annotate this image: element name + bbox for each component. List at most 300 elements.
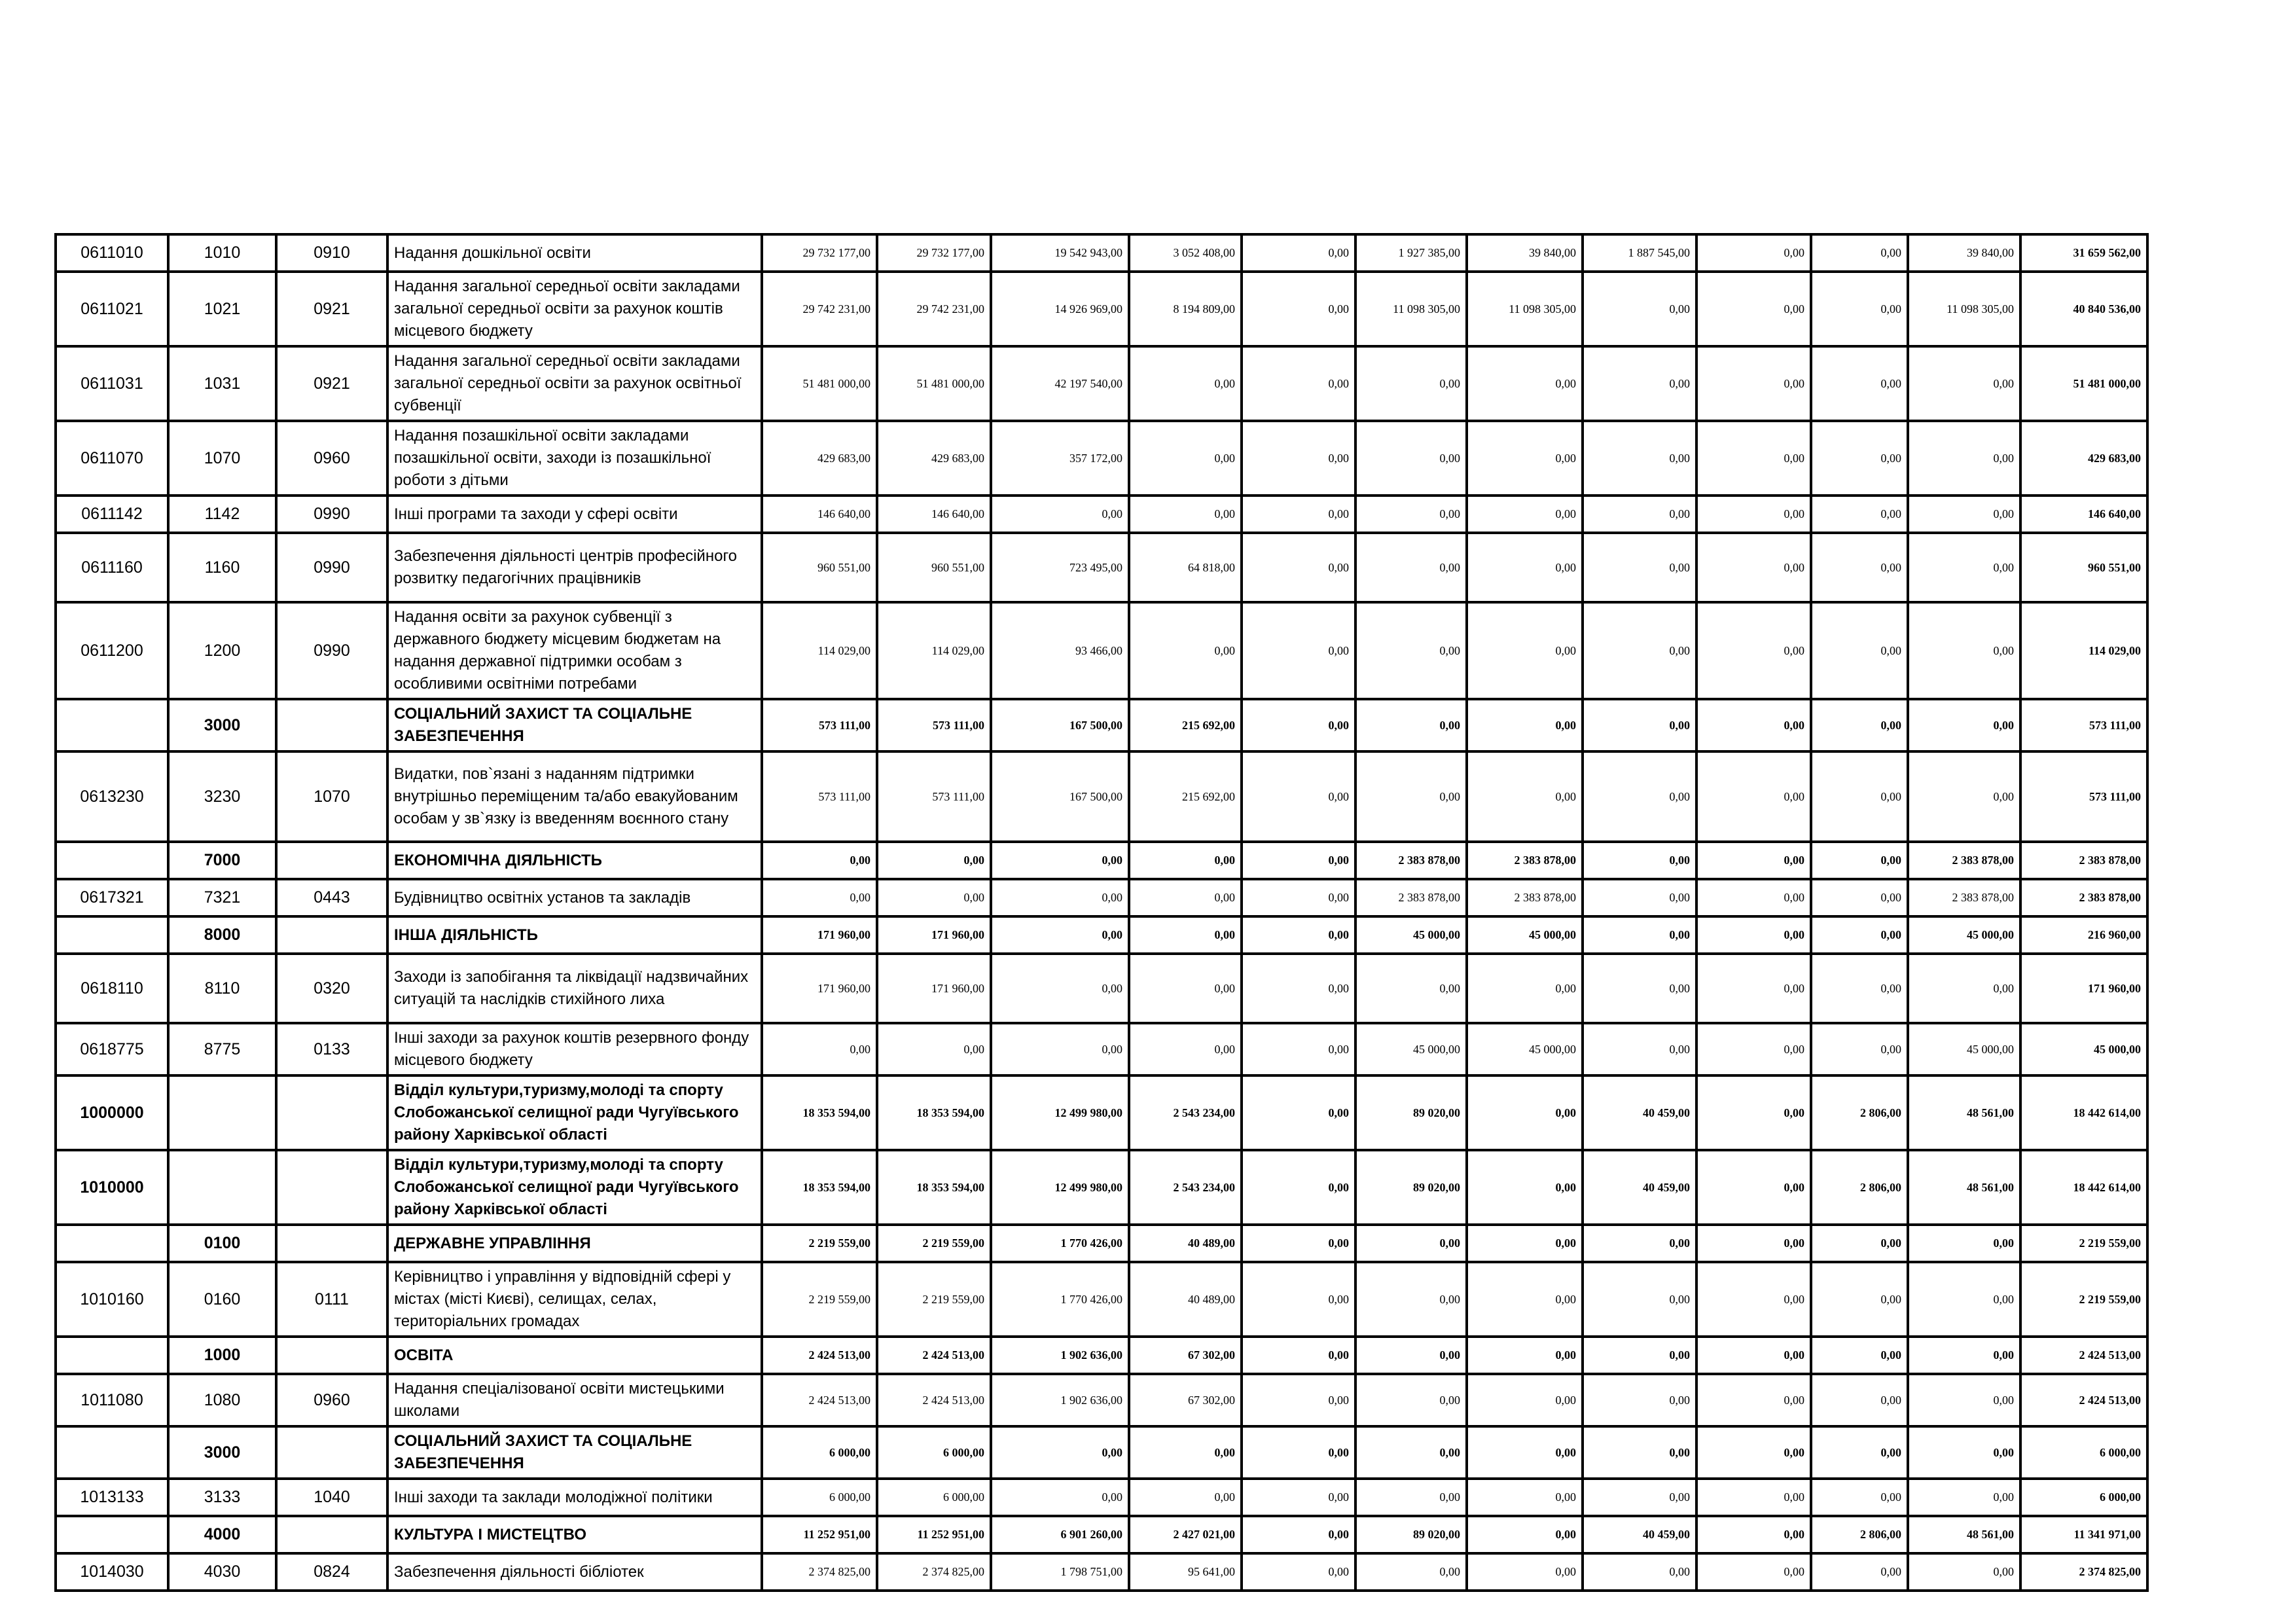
table-row (56, 234, 2147, 272)
amount-cell: 0,00 (1811, 602, 1908, 699)
amount-cell: 0,00 (1583, 1337, 1696, 1374)
amount-cell: 51 481 000,00 (762, 346, 877, 421)
program-code-cell: 0611031 (56, 346, 168, 421)
amount-cell: 0,00 (1811, 1023, 1908, 1075)
budget-table-body (56, 234, 2147, 1591)
amount-cell: 0,00 (1242, 421, 1355, 496)
program-name-cell: ОСВІТА (387, 1337, 762, 1374)
table-row (56, 496, 2147, 533)
amount-cell: 11 098 305,00 (1908, 272, 2020, 346)
amount-cell: 45 000,00 (2020, 1023, 2147, 1075)
amount-cell: 0,00 (1583, 496, 1696, 533)
amount-cell: 0,00 (1242, 272, 1355, 346)
amount-cell: 2 383 878,00 (1355, 879, 1467, 916)
amount-cell: 39 840,00 (1467, 234, 1583, 272)
amount-cell: 0,00 (1811, 842, 1908, 879)
amount-cell: 0,00 (1811, 1374, 1908, 1426)
amount-cell: 0,00 (1583, 346, 1696, 421)
amount-cell: 0,00 (991, 1426, 1129, 1479)
amount-cell: 39 840,00 (1908, 234, 2020, 272)
program-name-cell: Надання дошкільної освіти (387, 234, 762, 272)
program-code-cell (56, 1337, 168, 1374)
amount-cell: 29 742 231,00 (762, 272, 877, 346)
amount-cell: 12 499 980,00 (991, 1075, 1129, 1150)
amount-cell: 0,00 (1467, 602, 1583, 699)
amount-cell: 0,00 (1696, 1023, 1811, 1075)
amount-cell: 0,00 (762, 1023, 877, 1075)
amount-cell: 0,00 (1129, 1023, 1242, 1075)
program-name-cell: ДЕРЖАВНЕ УПРАВЛІННЯ (387, 1225, 762, 1262)
amount-cell: 0,00 (1583, 954, 1696, 1023)
amount-cell: 6 000,00 (2020, 1479, 2147, 1516)
amount-cell: 67 302,00 (1129, 1374, 1242, 1426)
amount-cell: 146 640,00 (877, 496, 991, 533)
amount-cell: 11 098 305,00 (1355, 272, 1467, 346)
amount-cell: 67 302,00 (1129, 1337, 1242, 1374)
amount-cell: 0,00 (1908, 602, 2020, 699)
amount-cell: 723 495,00 (991, 533, 1129, 602)
classification-code-cell: 0990 (276, 602, 387, 699)
amount-cell: 0,00 (1129, 421, 1242, 496)
amount-cell: 0,00 (1811, 916, 1908, 954)
amount-cell: 960 551,00 (2020, 533, 2147, 602)
classification-code-cell: 0824 (276, 1553, 387, 1591)
program-code-cell: 0611160 (56, 533, 168, 602)
amount-cell: 11 252 951,00 (762, 1516, 877, 1553)
amount-cell: 216 960,00 (2020, 916, 2147, 954)
amount-cell: 0,00 (1811, 1426, 1908, 1479)
amount-cell: 31 659 562,00 (2020, 234, 2147, 272)
amount-cell: 0,00 (991, 1023, 1129, 1075)
amount-cell: 0,00 (1242, 751, 1355, 842)
amount-cell: 0,00 (1696, 1516, 1811, 1553)
amount-cell: 114 029,00 (762, 602, 877, 699)
amount-cell: 0,00 (1355, 1337, 1467, 1374)
amount-cell: 40 459,00 (1583, 1075, 1696, 1150)
amount-cell: 0,00 (1467, 1426, 1583, 1479)
amount-cell: 0,00 (1242, 916, 1355, 954)
amount-cell: 2 427 021,00 (1129, 1516, 1242, 1553)
function-code-cell: 1142 (168, 496, 276, 533)
amount-cell: 0,00 (1355, 1426, 1467, 1479)
amount-cell: 0,00 (1242, 346, 1355, 421)
amount-cell: 2 219 559,00 (2020, 1262, 2147, 1337)
amount-cell: 2 219 559,00 (762, 1262, 877, 1337)
amount-cell: 0,00 (1811, 1337, 1908, 1374)
program-code-cell: 1014030 (56, 1553, 168, 1591)
amount-cell: 0,00 (1242, 1023, 1355, 1075)
amount-cell: 0,00 (1908, 496, 2020, 533)
amount-cell: 0,00 (1467, 1075, 1583, 1150)
amount-cell: 0,00 (1811, 1553, 1908, 1591)
amount-cell: 0,00 (1696, 1479, 1811, 1516)
amount-cell: 0,00 (1811, 346, 1908, 421)
amount-cell: 6 901 260,00 (991, 1516, 1129, 1553)
function-code-cell: 3000 (168, 1426, 276, 1479)
amount-cell: 0,00 (1583, 533, 1696, 602)
amount-cell: 89 020,00 (1355, 1075, 1467, 1150)
function-code-cell: 8775 (168, 1023, 276, 1075)
function-code-cell: 1160 (168, 533, 276, 602)
amount-cell: 0,00 (1696, 842, 1811, 879)
amount-cell: 0,00 (1583, 842, 1696, 879)
amount-cell: 0,00 (1129, 1426, 1242, 1479)
amount-cell: 0,00 (1696, 533, 1811, 602)
table-row-subtotal (56, 1337, 2147, 1374)
amount-cell: 0,00 (1242, 879, 1355, 916)
amount-cell: 0,00 (1908, 1426, 2020, 1479)
amount-cell: 0,00 (1908, 1479, 2020, 1516)
program-code-cell: 1010160 (56, 1262, 168, 1337)
table-row (56, 1553, 2147, 1591)
amount-cell: 0,00 (1242, 1553, 1355, 1591)
program-name-cell: Відділ культури,туризму,молоді та спорту Слобожанської селищної ради Чугуївського району Харківської області (387, 1075, 762, 1150)
amount-cell: 0,00 (1583, 916, 1696, 954)
program-name-cell: Надання загальної середньої освіти закладами загальної середньої освіти за рахунок освітньої субвенції (387, 346, 762, 421)
amount-cell: 114 029,00 (2020, 602, 2147, 699)
amount-cell: 2 424 513,00 (762, 1374, 877, 1426)
amount-cell: 0,00 (1696, 272, 1811, 346)
amount-cell: 0,00 (1811, 272, 1908, 346)
program-name-cell: Керівництво і управління у відповідній сфері у містах (місті Києві), селищах, селах, територіальних громадах (387, 1262, 762, 1337)
amount-cell: 6 000,00 (762, 1479, 877, 1516)
amount-cell: 0,00 (1811, 1225, 1908, 1262)
amount-cell: 0,00 (1583, 1225, 1696, 1262)
amount-cell: 45 000,00 (1355, 1023, 1467, 1075)
classification-code-cell (276, 1225, 387, 1262)
table-row-subtotal (56, 1516, 2147, 1553)
amount-cell: 1 902 636,00 (991, 1337, 1129, 1374)
program-code-cell: 1013133 (56, 1479, 168, 1516)
program-name-cell: Інші заходи та заклади молодіжної політики (387, 1479, 762, 1516)
budget-table (54, 233, 2149, 1592)
budget-table-sheet (54, 233, 2149, 1592)
amount-cell: 2 806,00 (1811, 1150, 1908, 1225)
amount-cell: 0,00 (1242, 1225, 1355, 1262)
amount-cell: 0,00 (762, 879, 877, 916)
classification-code-cell: 0960 (276, 421, 387, 496)
amount-cell: 0,00 (1696, 1225, 1811, 1262)
program-code-cell: 1011080 (56, 1374, 168, 1426)
amount-cell: 2 806,00 (1811, 1516, 1908, 1553)
table-row (56, 879, 2147, 916)
function-code-cell: 4030 (168, 1553, 276, 1591)
amount-cell: 0,00 (1355, 421, 1467, 496)
amount-cell: 0,00 (991, 954, 1129, 1023)
amount-cell: 0,00 (1129, 916, 1242, 954)
program-code-cell: 0611200 (56, 602, 168, 699)
program-code-cell: 0611070 (56, 421, 168, 496)
amount-cell: 6 000,00 (877, 1479, 991, 1516)
classification-code-cell: 1040 (276, 1479, 387, 1516)
amount-cell: 0,00 (1467, 1225, 1583, 1262)
amount-cell: 51 481 000,00 (877, 346, 991, 421)
amount-cell: 18 353 594,00 (877, 1075, 991, 1150)
classification-code-cell: 0921 (276, 272, 387, 346)
amount-cell: 0,00 (1242, 602, 1355, 699)
table-row-subtotal (56, 699, 2147, 751)
amount-cell: 2 543 234,00 (1129, 1075, 1242, 1150)
amount-cell: 0,00 (1242, 842, 1355, 879)
amount-cell: 0,00 (1242, 234, 1355, 272)
amount-cell: 0,00 (1583, 1374, 1696, 1426)
program-code-cell: 0611021 (56, 272, 168, 346)
amount-cell: 0,00 (1696, 496, 1811, 533)
amount-cell: 95 641,00 (1129, 1553, 1242, 1591)
program-code-cell: 0611142 (56, 496, 168, 533)
amount-cell: 8 194 809,00 (1129, 272, 1242, 346)
amount-cell: 0,00 (991, 496, 1129, 533)
amount-cell: 0,00 (1583, 879, 1696, 916)
function-code-cell: 3000 (168, 699, 276, 751)
program-code-cell (56, 916, 168, 954)
amount-cell: 0,00 (1242, 1337, 1355, 1374)
program-name-cell: Заходи із запобігання та ліквідації надзвичайних ситуацій та наслідків стихійного лиха (387, 954, 762, 1023)
function-code-cell: 8000 (168, 916, 276, 954)
amount-cell: 11 098 305,00 (1467, 272, 1583, 346)
amount-cell: 1 770 426,00 (991, 1225, 1129, 1262)
amount-cell: 40 459,00 (1583, 1150, 1696, 1225)
amount-cell: 1 902 636,00 (991, 1374, 1129, 1426)
amount-cell: 429 683,00 (2020, 421, 2147, 496)
amount-cell: 573 111,00 (762, 699, 877, 751)
amount-cell: 2 806,00 (1811, 1075, 1908, 1150)
amount-cell: 2 374 825,00 (762, 1553, 877, 1591)
function-code-cell: 7321 (168, 879, 276, 916)
amount-cell: 215 692,00 (1129, 699, 1242, 751)
table-row (56, 421, 2147, 496)
amount-cell: 1 887 545,00 (1583, 234, 1696, 272)
function-code-cell: 1080 (168, 1374, 276, 1426)
program-name-cell: Будівництво освітніх установ та закладів (387, 879, 762, 916)
amount-cell: 45 000,00 (1908, 1023, 2020, 1075)
classification-code-cell (276, 699, 387, 751)
amount-cell: 1 927 385,00 (1355, 234, 1467, 272)
function-code-cell: 7000 (168, 842, 276, 879)
amount-cell: 2 219 559,00 (2020, 1225, 2147, 1262)
program-code-cell (56, 1516, 168, 1553)
function-code-cell: 3133 (168, 1479, 276, 1516)
amount-cell: 0,00 (1242, 699, 1355, 751)
program-code-cell (56, 842, 168, 879)
amount-cell: 0,00 (1355, 1225, 1467, 1262)
amount-cell: 0,00 (991, 1479, 1129, 1516)
amount-cell: 171 960,00 (877, 954, 991, 1023)
amount-cell: 0,00 (1242, 1262, 1355, 1337)
amount-cell: 0,00 (877, 842, 991, 879)
table-row (56, 1374, 2147, 1426)
amount-cell: 0,00 (1696, 1150, 1811, 1225)
amount-cell: 2 219 559,00 (877, 1225, 991, 1262)
table-row (56, 1262, 2147, 1337)
amount-cell: 0,00 (1355, 1553, 1467, 1591)
amount-cell: 0,00 (1908, 533, 2020, 602)
classification-code-cell (276, 1150, 387, 1225)
amount-cell: 2 219 559,00 (762, 1225, 877, 1262)
amount-cell: 0,00 (1242, 954, 1355, 1023)
table-row-subtotal (56, 916, 2147, 954)
amount-cell: 64 818,00 (1129, 533, 1242, 602)
table-row-subtotal (56, 1150, 2147, 1225)
amount-cell: 0,00 (1583, 421, 1696, 496)
amount-cell: 573 111,00 (2020, 751, 2147, 842)
amount-cell: 0,00 (1696, 1426, 1811, 1479)
table-row-subtotal (56, 1225, 2147, 1262)
amount-cell: 0,00 (1355, 533, 1467, 602)
amount-cell: 29 732 177,00 (762, 234, 877, 272)
amount-cell: 0,00 (1811, 1262, 1908, 1337)
program-name-cell: СОЦІАЛЬНИЙ ЗАХИСТ ТА СОЦІАЛЬНЕ ЗАБЕЗПЕЧЕННЯ (387, 699, 762, 751)
function-code-cell: 1010 (168, 234, 276, 272)
function-code-cell: 1070 (168, 421, 276, 496)
amount-cell: 2 219 559,00 (877, 1262, 991, 1337)
amount-cell: 40 489,00 (1129, 1225, 1242, 1262)
program-name-cell: Видатки, пов`язані з наданням підтримки внутрішньо переміщеним та/або евакуйованим особам у зв`язку із введенням воєнного стану (387, 751, 762, 842)
program-code-cell (56, 699, 168, 751)
program-code-cell: 0618110 (56, 954, 168, 1023)
amount-cell: 0,00 (1696, 1337, 1811, 1374)
program-code-cell: 0611010 (56, 234, 168, 272)
amount-cell: 2 424 513,00 (762, 1337, 877, 1374)
amount-cell: 0,00 (1242, 1374, 1355, 1426)
amount-cell: 2 383 878,00 (1467, 879, 1583, 916)
program-name-cell: Забезпечення діяльності центрів професійного розвитку педагогічних працівників (387, 533, 762, 602)
classification-code-cell: 0320 (276, 954, 387, 1023)
amount-cell: 960 551,00 (762, 533, 877, 602)
amount-cell: 19 542 943,00 (991, 234, 1129, 272)
classification-code-cell: 0921 (276, 346, 387, 421)
amount-cell: 0,00 (1696, 421, 1811, 496)
amount-cell: 0,00 (1129, 1479, 1242, 1516)
amount-cell: 357 172,00 (991, 421, 1129, 496)
amount-cell: 429 683,00 (877, 421, 991, 496)
amount-cell: 0,00 (1242, 1479, 1355, 1516)
program-code-cell: 0613230 (56, 751, 168, 842)
function-code-cell: 0160 (168, 1262, 276, 1337)
amount-cell: 0,00 (762, 842, 877, 879)
program-code-cell (56, 1426, 168, 1479)
amount-cell: 89 020,00 (1355, 1516, 1467, 1553)
amount-cell: 0,00 (1908, 421, 2020, 496)
amount-cell: 167 500,00 (991, 751, 1129, 842)
table-row (56, 954, 2147, 1023)
amount-cell: 2 383 878,00 (1467, 842, 1583, 879)
amount-cell: 0,00 (1583, 751, 1696, 842)
classification-code-cell (276, 842, 387, 879)
amount-cell: 0,00 (1129, 602, 1242, 699)
amount-cell: 0,00 (1355, 751, 1467, 842)
classification-code-cell (276, 916, 387, 954)
amount-cell: 2 424 513,00 (2020, 1337, 2147, 1374)
amount-cell: 2 424 513,00 (2020, 1374, 2147, 1426)
function-code-cell: 1200 (168, 602, 276, 699)
amount-cell: 0,00 (1696, 699, 1811, 751)
amount-cell: 0,00 (1355, 602, 1467, 699)
amount-cell: 29 732 177,00 (877, 234, 991, 272)
amount-cell: 18 442 614,00 (2020, 1150, 2147, 1225)
classification-code-cell (276, 1075, 387, 1150)
amount-cell: 0,00 (1908, 346, 2020, 421)
amount-cell: 0,00 (1355, 699, 1467, 751)
amount-cell: 11 252 951,00 (877, 1516, 991, 1553)
amount-cell: 0,00 (1242, 496, 1355, 533)
amount-cell: 0,00 (1467, 1374, 1583, 1426)
amount-cell: 0,00 (1811, 234, 1908, 272)
amount-cell: 93 466,00 (991, 602, 1129, 699)
amount-cell: 0,00 (1355, 1479, 1467, 1516)
amount-cell: 0,00 (1908, 1225, 2020, 1262)
function-code-cell: 1031 (168, 346, 276, 421)
program-name-cell: Надання спеціалізованої освіти мистецькими школами (387, 1374, 762, 1426)
amount-cell: 0,00 (1467, 1337, 1583, 1374)
classification-code-cell: 0133 (276, 1023, 387, 1075)
amount-cell: 0,00 (1467, 1516, 1583, 1553)
amount-cell: 0,00 (1908, 1374, 2020, 1426)
amount-cell: 18 442 614,00 (2020, 1075, 2147, 1150)
amount-cell: 48 561,00 (1908, 1075, 2020, 1150)
amount-cell: 0,00 (1583, 1262, 1696, 1337)
amount-cell: 0,00 (1811, 533, 1908, 602)
amount-cell: 2 383 878,00 (1355, 842, 1467, 879)
amount-cell: 0,00 (1908, 1262, 2020, 1337)
amount-cell: 2 424 513,00 (877, 1374, 991, 1426)
amount-cell: 18 353 594,00 (877, 1150, 991, 1225)
amount-cell: 0,00 (1583, 1023, 1696, 1075)
amount-cell: 0,00 (1583, 272, 1696, 346)
classification-code-cell: 0443 (276, 879, 387, 916)
amount-cell: 0,00 (1811, 751, 1908, 842)
table-row (56, 272, 2147, 346)
classification-code-cell: 0111 (276, 1262, 387, 1337)
function-code-cell (168, 1075, 276, 1150)
amount-cell: 0,00 (1129, 346, 1242, 421)
program-code-cell: 1010000 (56, 1150, 168, 1225)
amount-cell: 40 489,00 (1129, 1262, 1242, 1337)
amount-cell: 0,00 (1467, 699, 1583, 751)
amount-cell: 0,00 (1129, 954, 1242, 1023)
amount-cell: 0,00 (1696, 751, 1811, 842)
amount-cell: 0,00 (991, 879, 1129, 916)
amount-cell: 0,00 (1467, 954, 1583, 1023)
amount-cell: 171 960,00 (762, 954, 877, 1023)
amount-cell: 2 374 825,00 (2020, 1553, 2147, 1591)
amount-cell: 215 692,00 (1129, 751, 1242, 842)
table-row (56, 602, 2147, 699)
amount-cell: 0,00 (1467, 346, 1583, 421)
amount-cell: 0,00 (1355, 496, 1467, 533)
amount-cell: 0,00 (1129, 879, 1242, 916)
amount-cell: 0,00 (1696, 602, 1811, 699)
program-name-cell: ЕКОНОМІЧНА ДІЯЛЬНІСТЬ (387, 842, 762, 879)
amount-cell: 45 000,00 (1467, 1023, 1583, 1075)
program-name-cell: Інші програми та заходи у сфері освіти (387, 496, 762, 533)
amount-cell: 0,00 (1908, 1553, 2020, 1591)
amount-cell: 45 000,00 (1467, 916, 1583, 954)
amount-cell: 146 640,00 (762, 496, 877, 533)
amount-cell: 0,00 (1467, 1150, 1583, 1225)
amount-cell: 0,00 (1908, 699, 2020, 751)
amount-cell: 0,00 (1242, 533, 1355, 602)
amount-cell: 573 111,00 (877, 699, 991, 751)
program-name-cell: Інші заходи за рахунок коштів резервного фонду місцевого бюджету (387, 1023, 762, 1075)
amount-cell: 0,00 (1811, 421, 1908, 496)
classification-code-cell: 0990 (276, 533, 387, 602)
amount-cell: 171 960,00 (877, 916, 991, 954)
table-row-subtotal (56, 1075, 2147, 1150)
amount-cell: 18 353 594,00 (762, 1150, 877, 1225)
amount-cell: 0,00 (1811, 879, 1908, 916)
table-row (56, 346, 2147, 421)
